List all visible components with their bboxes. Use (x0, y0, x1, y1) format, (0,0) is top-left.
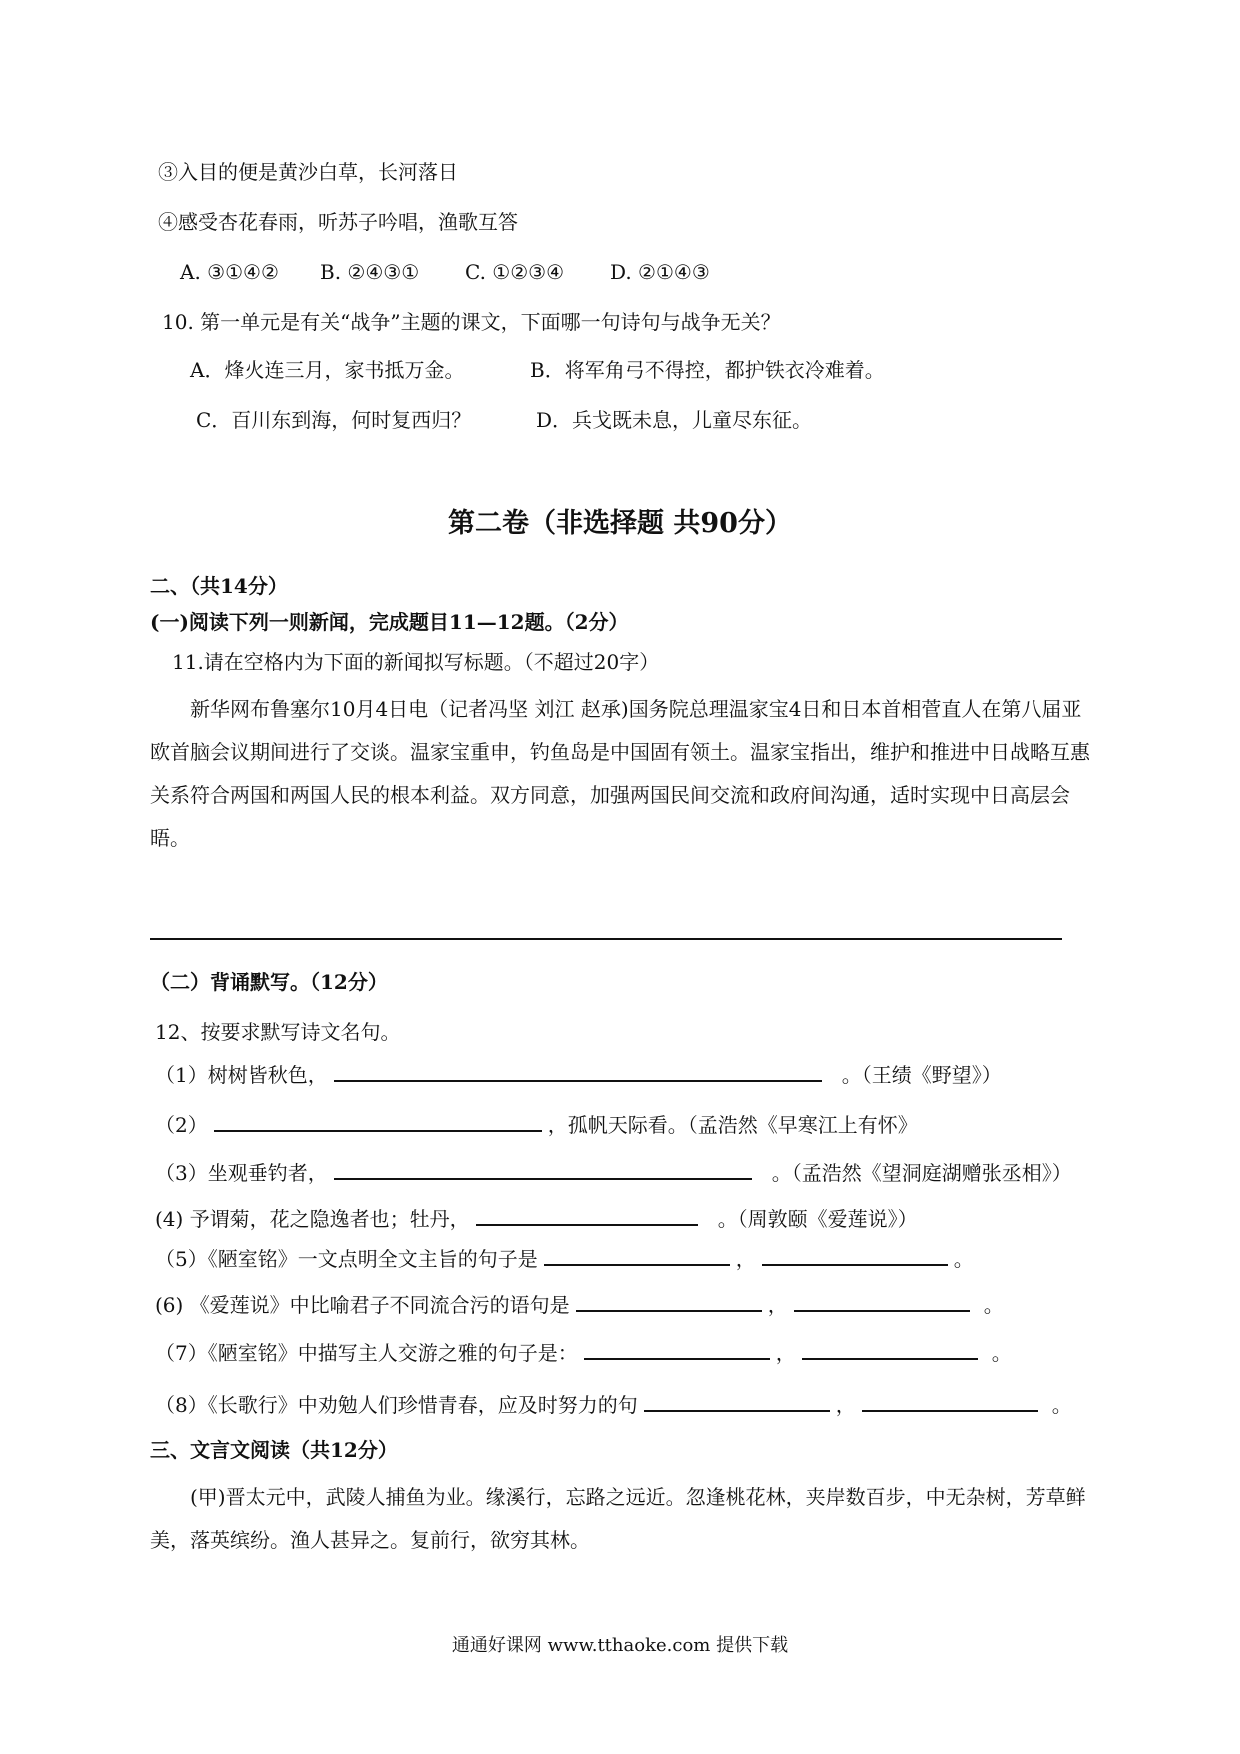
answer-blank[interactable] (214, 1108, 542, 1132)
answer-blank[interactable] (476, 1202, 698, 1226)
q10-stem: 10. 第一单元是有关“战争”主题的课文，下面哪一句诗句与战争无关？ (162, 310, 781, 334)
q10-option-c: C．百川东到海，何时复西归？ (196, 408, 472, 432)
recite-line-3: （3）坐观垂钓者， 。（孟浩然《望洞庭湖赠张丞相》） (155, 1156, 1072, 1187)
answer-blank[interactable] (862, 1388, 1038, 1412)
q9-item-3: ③入目的便是黄沙白草，长河落日 (158, 160, 458, 184)
q9-option-c: C. ①②③④ (465, 260, 565, 284)
q12-stem: 12、按要求默写诗文名句。 (155, 1020, 401, 1044)
recite-line-2: （2） ，孤帆天际看。（孟浩然《早寒江上有怀》 (155, 1108, 918, 1139)
q9-options (180, 258, 710, 286)
answer-blank[interactable] (644, 1388, 830, 1412)
answer-blank[interactable] (794, 1288, 970, 1312)
q11-stem: 11.请在空格内为下面的新闻拟写标题。（不超过20字） (172, 650, 660, 674)
q10-options-cd (196, 406, 812, 434)
answer-blank[interactable] (584, 1336, 770, 1360)
answer-blank[interactable] (802, 1336, 978, 1360)
recite-line-6: (6) 《爱莲说》中比喻君子不同流合污的语句是 ， 。 (155, 1288, 1004, 1319)
sub1-heading: (一)阅读下列一则新闻，完成题目11—12题。（2分） (150, 610, 629, 634)
answer-blank[interactable] (576, 1288, 762, 1312)
page-footer: 通通好课网 www.tthaoke.com 提供下载 (451, 1635, 789, 1656)
sub2-heading: （二）背诵默写。（12分） (150, 970, 388, 994)
part3-heading: 三、文言文阅读（共12分） (150, 1438, 398, 1462)
q9-item-4: ④感受杏花春雨，听苏子吟唱，渔歌互答 (158, 210, 518, 234)
recite-line-1: （1）树树皆秋色， 。（王绩《野望》） (155, 1058, 1002, 1089)
q9-option-a: A. ③①④② (180, 260, 279, 284)
answer-blank[interactable] (544, 1242, 730, 1266)
answer-blank[interactable] (334, 1058, 822, 1082)
recite-line-4: (4) 予谓菊，花之隐逸者也；牡丹， 。（周敦颐《爱莲说》） (155, 1202, 918, 1233)
q10-options-ab (190, 356, 885, 384)
section-title: 第二卷（非选择题 共90分） (448, 508, 792, 539)
classical-paragraph: (甲)晋太元中，武陵人捕鱼为业。缘溪行，忘路之远近。忽逢桃花林，夹岸数百步，中无杂树，芳草鲜美，落英缤纷。渔人甚异之。复前行，欲穷其林。 (150, 1485, 1086, 1552)
q10-option-d: D．兵戈既未息，儿童尽东征。 (536, 408, 813, 432)
headline-answer-line (150, 938, 1062, 940)
part2-heading: 二、（共14分） (150, 574, 288, 598)
q10-option-a: A．烽火连三月，家书抵万金。 (190, 358, 465, 382)
answer-blank[interactable] (762, 1242, 948, 1266)
q9-option-d: D. ②①④③ (610, 260, 710, 284)
recite-line-8: （8）《长歌行》中劝勉人们珍惜青春，应及时努力的句 ， 。 (155, 1388, 1072, 1419)
recite-line-7: （7）《陋室铭》中描写主人交游之雅的句子是： ， 。 (155, 1336, 1012, 1367)
recite-line-5: （5）《陋室铭》一文点明全文主旨的句子是 ， 。 (155, 1242, 974, 1273)
q9-option-b: B. ②④③① (320, 260, 420, 284)
answer-blank[interactable] (334, 1156, 752, 1180)
q10-option-b: B．将军角弓不得控，都护铁衣冷难着。 (530, 358, 885, 382)
news-paragraph: 新华网布鲁塞尔10月4日电（记者冯坚 刘江 赵承)国务院总理温家宝4日和日本首相菅直人在第八届亚欧首脑会议期间进行了交谈。温家宝重申，钓鱼岛是中国固有领土。温家宝指出，维护和推进中日战略互惠关系符合两国和两国人民的根本利益。双方同意，加强两国民间交流和政府间沟通，适时实现中日高层会晤。 (150, 697, 1090, 850)
